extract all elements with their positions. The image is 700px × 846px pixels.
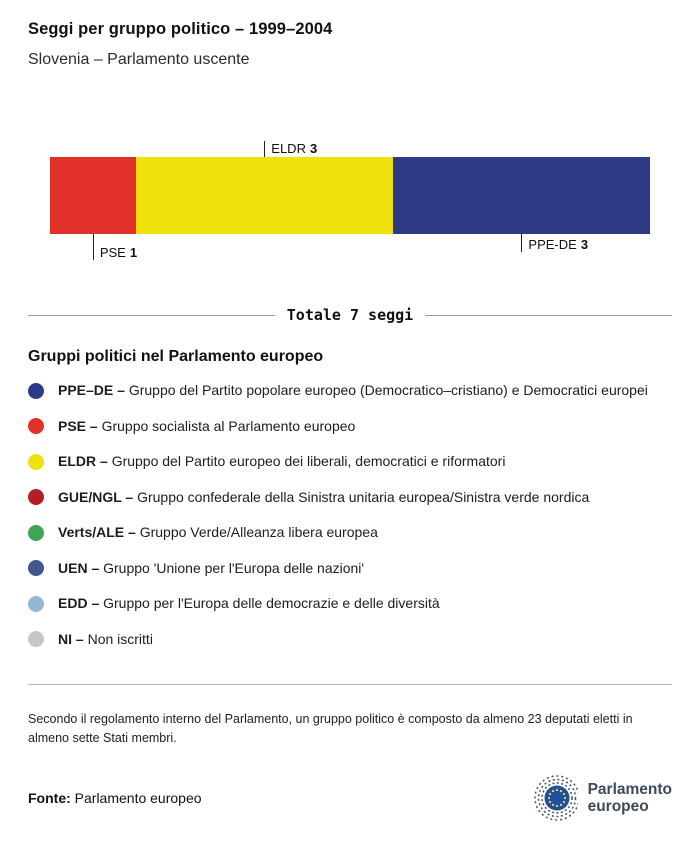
legend-label: PSE – Gruppo socialista al Parlamento europeo xyxy=(58,417,356,434)
legend-color-dot xyxy=(28,631,44,647)
legend-color-dot xyxy=(28,596,44,612)
bar-label-PPE-DE: PPE-DE 3 xyxy=(521,234,588,252)
stacked-bar xyxy=(50,157,650,234)
logo-word-line2: europeo xyxy=(587,798,649,816)
legend-list xyxy=(28,382,672,648)
legend-label: EDD – Gruppo per l'Europa delle democrazie e delle diversità xyxy=(58,595,440,611)
bar-segment-PSE xyxy=(50,157,136,234)
bar-label-PSE: PSE 1 xyxy=(93,234,137,260)
legend-label: ELDR – Gruppo del Partito europeo dei liberali, democratici e riformatori xyxy=(58,453,506,469)
european-parliament-logo xyxy=(530,774,672,822)
divider-line-left xyxy=(28,315,275,316)
source-label: Fonte: xyxy=(28,790,71,807)
legend-item xyxy=(28,560,672,578)
legend-color-dot xyxy=(28,383,44,399)
logo-wordmark xyxy=(588,781,672,816)
legend-item xyxy=(28,418,672,436)
legend-color-dot xyxy=(28,454,44,470)
legend-item xyxy=(28,489,672,507)
source-text: Parlamento europeo xyxy=(74,790,202,807)
legend-color-dot xyxy=(28,525,44,541)
bar-segment-PPE-DE xyxy=(393,157,650,234)
bar-label-ELDR: ELDR 3 xyxy=(264,141,317,157)
legend-heading: Gruppi politici nel Parlamento europeo xyxy=(28,348,324,365)
legend-label: UEN – Gruppo 'Unione per l'Europa delle nazioni' xyxy=(58,559,365,576)
legend-label: GUE/NGL – Gruppo confederale della Sinistra unitaria europea/Sinistra verde nordica xyxy=(58,488,590,505)
total-seats-label: Totale 7 seggi xyxy=(286,306,414,324)
legend-item xyxy=(28,453,672,471)
bar-chart xyxy=(50,141,650,260)
legend-color-dot xyxy=(28,560,44,576)
legend-color-dot xyxy=(28,418,44,434)
total-divider xyxy=(28,306,672,324)
footnote-text: Secondo il regolamento interno del Parlamento, un gruppo politico è composto da almeno 23 deputati eletti in almeno sette Stati membri. xyxy=(28,711,633,745)
legend-label: NI – Non iscritti xyxy=(58,630,153,647)
footer xyxy=(28,774,672,822)
legend-item xyxy=(28,631,672,649)
european-parliament-logo-icon xyxy=(530,774,578,822)
legend-item xyxy=(28,524,672,542)
legend-label: PPE–DE – Gruppo del Partito popolare europeo (Democratico–cristiano) e Democratici europei xyxy=(58,382,648,398)
page-title: Seggi per gruppo politico – 1999–2004 xyxy=(28,20,333,38)
logo-word-line1: Parlamento xyxy=(587,780,672,798)
page-subtitle: Slovenia – Parlamento uscente xyxy=(28,51,250,68)
legend-item xyxy=(28,382,672,400)
source-line xyxy=(28,790,202,806)
legend-label: Verts/ALE – Gruppo Verde/Alleanza libera europea xyxy=(58,524,378,540)
legend-color-dot xyxy=(28,489,44,505)
divider-line-right xyxy=(425,315,672,316)
footnote-divider xyxy=(28,684,672,685)
bar-segment-ELDR xyxy=(136,157,393,234)
legend-item xyxy=(28,595,672,613)
